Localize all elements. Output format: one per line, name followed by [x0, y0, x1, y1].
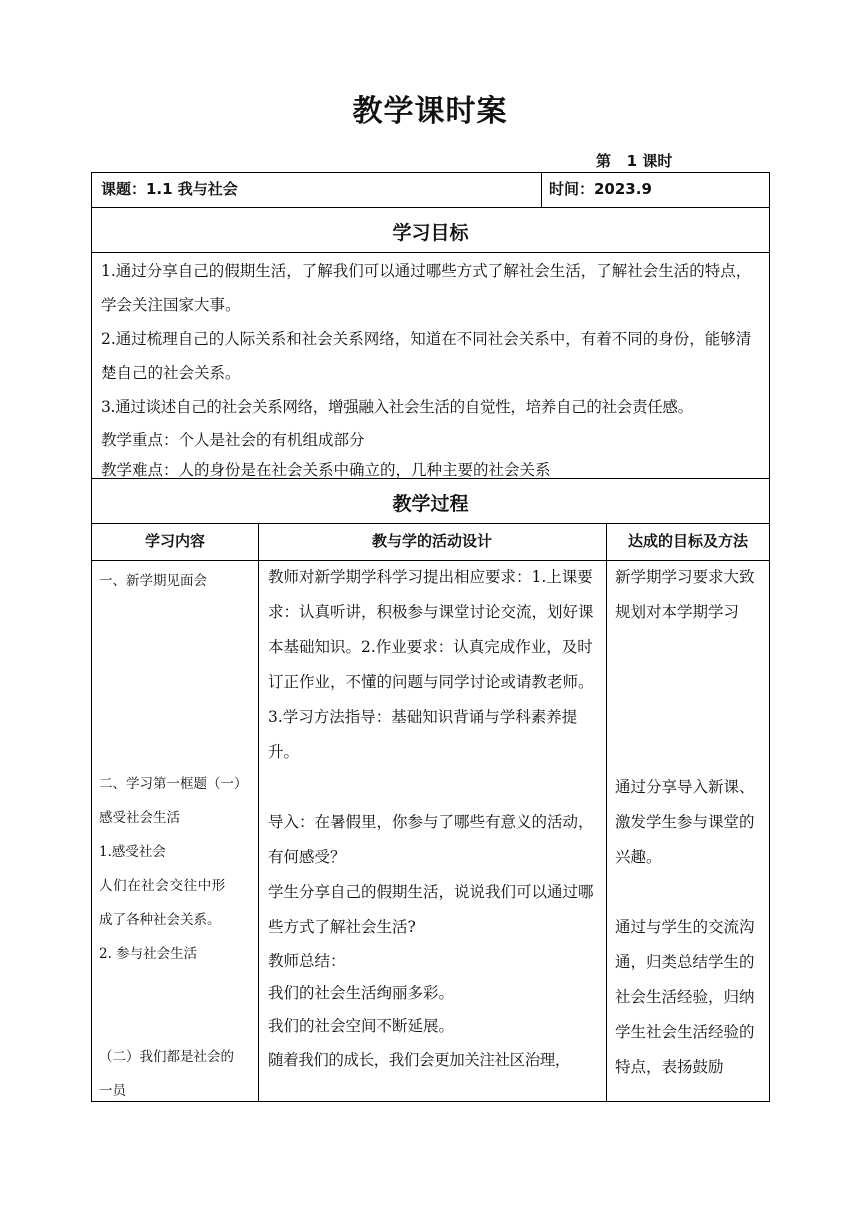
goal-method-column — [615, 560, 765, 1100]
activity-text: 我们的社会生活绚丽多彩。 — [268, 984, 455, 1002]
left-item: （二）我们都是社会的 — [99, 1049, 234, 1065]
lesson-period: 第 1 课时 — [596, 152, 673, 170]
info-row — [91, 172, 770, 208]
time-label: 时间：2023.9 — [549, 180, 652, 198]
objective-item: 3.通过谈述自己的社会关系网络，增强融入社会生活的自觉性，培养自己的社会责任感。 — [101, 398, 693, 416]
left-item: 二、学习第一框题（一） — [99, 776, 248, 792]
col-header-content: 学习内容 — [144, 532, 205, 550]
process-title: 教学过程 — [392, 493, 469, 515]
left-item: 一员 — [99, 1083, 126, 1099]
activity-column — [268, 560, 604, 1100]
goal-text: 通过分享导入新课、激发学生参与课堂的兴趣。 — [615, 778, 755, 866]
col-header-goals: 达成的目标及方法 — [627, 532, 748, 550]
left-item: 成了各种社会关系。 — [99, 912, 221, 928]
activity-text: 教师对新学期学科学习提出相应要求：1.上课要求：认真听讲，积极参与课堂讨论交流，划好课本基础知识。2.作业要求：认真完成作业，及时订正作业，不懂的问题与同学讨论或请教老师。3.学习方法指导：基础知识背诵与学科素养提升。 — [268, 568, 594, 761]
activity-text: 学生分享自己的假期生活，说说我们可以通过哪些方式了解社会生活? — [268, 883, 594, 936]
process-title-row — [91, 478, 770, 524]
left-item: 2. 参与社会生活 — [99, 946, 198, 962]
left-item: 感受社会生活 — [99, 810, 180, 826]
activity-text: 随着我们的成长，我们会更加关注社区治理， — [268, 1051, 571, 1069]
objectives-title: 学习目标 — [392, 222, 469, 244]
objective-item: 2.通过梳理自己的人际关系和社会关系网络，知道在不同社会关系中，有着不同的身份，能够清楚自己的社会关系。 — [101, 330, 752, 382]
activity-text: 我们的社会空间不断延展。 — [268, 1017, 455, 1035]
left-item: 1.感受社会 — [99, 844, 166, 860]
col-header-activity: 教与学的活动设计 — [371, 532, 492, 550]
activity-text: 导入：在暑假里，你参与了哪些有意义的活动，有何感受？ — [268, 813, 594, 866]
difficulty: 教学难点：人的身份是在社会关系中确立的，几种主要的社会关系 — [101, 461, 551, 479]
objective-item: 1.通过分享自己的假期生活，了解我们可以通过哪些方式了解社会生活，了解社会生活的特点，学会关注国家大事。 — [101, 262, 752, 314]
left-item: 人们在社会交往中形 — [99, 878, 226, 894]
left-item: 一、新学期见面会 — [99, 573, 207, 589]
topic-label: 课题：1.1 我与社会 — [101, 180, 238, 198]
page-title: 教学课时案 — [352, 94, 508, 129]
objectives-list — [101, 254, 765, 484]
objectives-title-row — [91, 207, 770, 253]
goal-text: 新学期学习要求大致规划对本学期学习 — [615, 568, 755, 621]
goal-text: 通过与学生的交流沟通，归类总结学生的社会生活经验，归纳学生社会生活经验的特点，表扬鼓励 — [615, 918, 755, 1076]
key-point: 教学重点：个人是社会的有机组成部分 — [101, 431, 365, 449]
activity-text: 教师总结： — [268, 952, 346, 970]
